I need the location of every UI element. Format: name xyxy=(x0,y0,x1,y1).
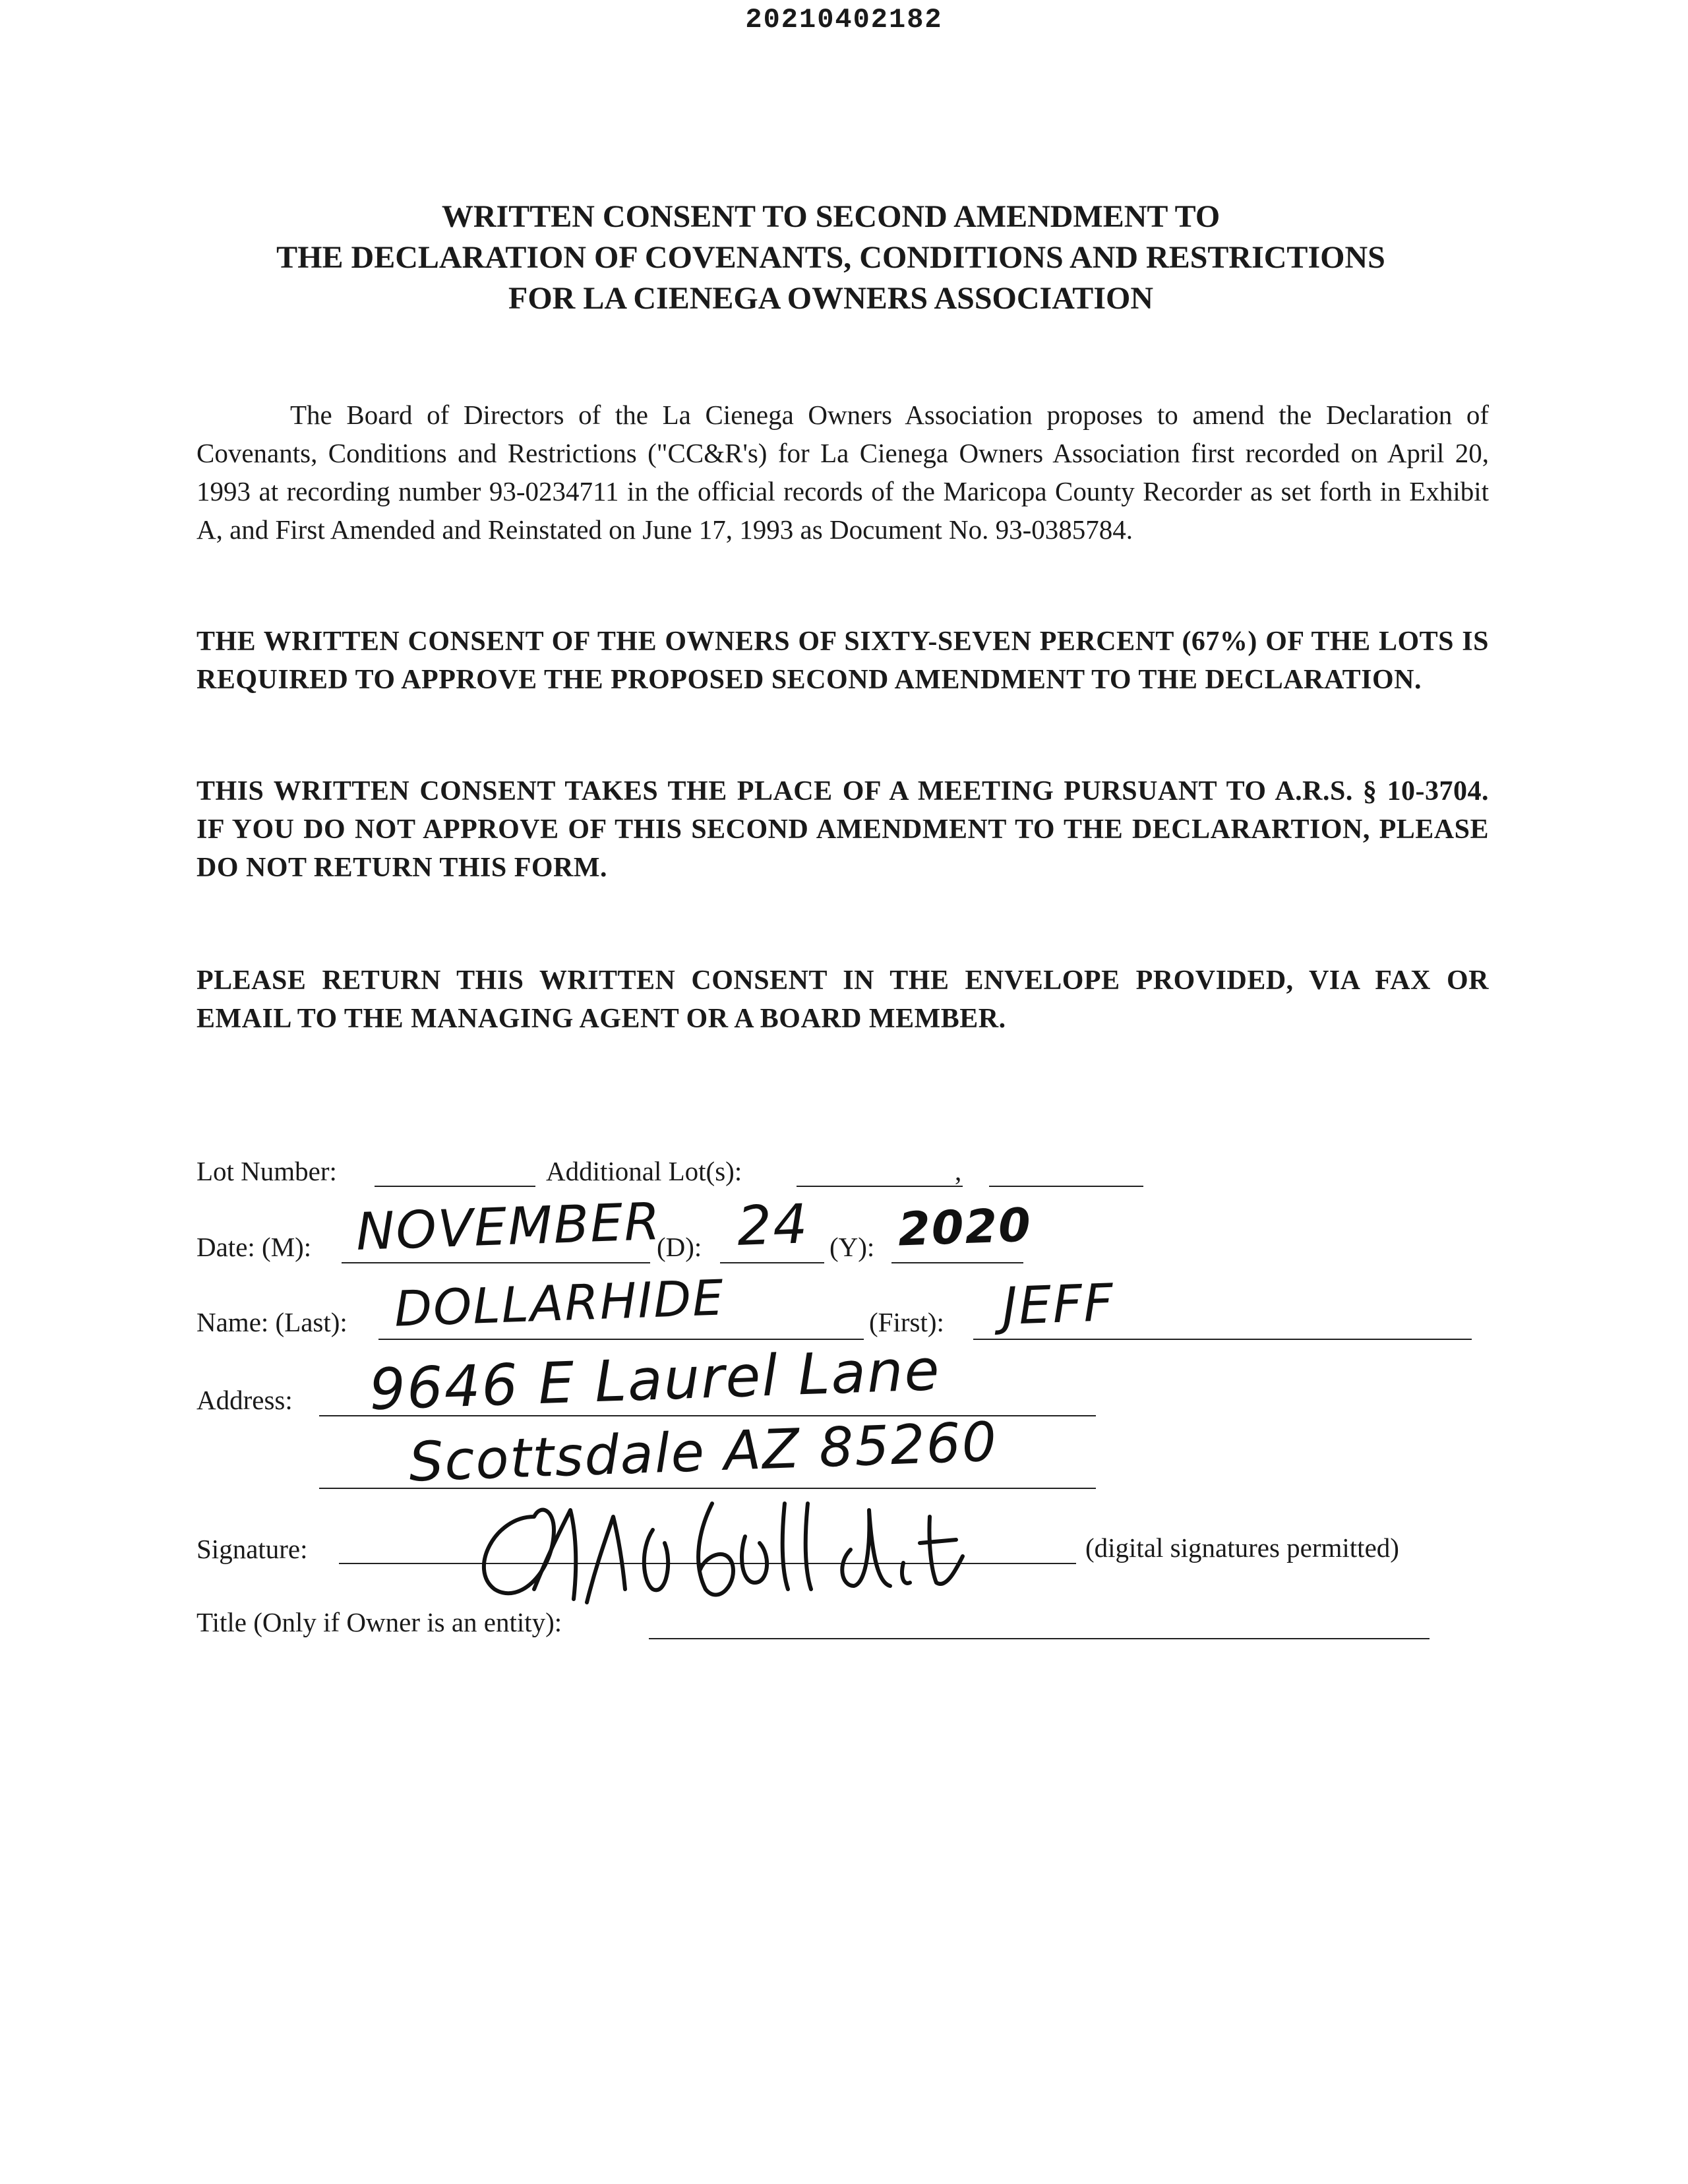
additional-lot-field-1[interactable] xyxy=(797,1186,963,1187)
date-year-handwritten: 2020 xyxy=(897,1198,1033,1257)
date-month-field[interactable] xyxy=(342,1262,650,1263)
name-first-field[interactable] xyxy=(973,1339,1472,1340)
address-label: Address: xyxy=(196,1385,293,1415)
address-line2-handwritten: Scottsdale AZ 85260 xyxy=(407,1410,999,1494)
name-first-label: (First): xyxy=(869,1307,944,1337)
lot-number-label: Lot Number: xyxy=(196,1156,337,1186)
signature-label: Signature: xyxy=(196,1534,308,1564)
date-day-field[interactable] xyxy=(720,1262,824,1263)
date-month-label: Date: (M): xyxy=(196,1232,312,1262)
name-first-handwritten: JEFF xyxy=(1001,1273,1116,1337)
date-day-handwritten: 24 xyxy=(736,1193,810,1258)
lot-number-field[interactable] xyxy=(375,1186,535,1187)
title-line-1: WRITTEN CONSENT TO SECOND AMENDMENT TO xyxy=(441,199,1221,234)
additional-lot-field-2[interactable] xyxy=(989,1186,1143,1187)
name-last-label: Name: (Last): xyxy=(196,1307,347,1337)
title-line-3: FOR LA CIENEGA OWNERS ASSOCIATION xyxy=(508,281,1153,316)
additional-lots-separator: , xyxy=(955,1156,962,1186)
address-line1-handwritten: 9646 E Laurel Lane xyxy=(368,1337,942,1424)
intro-paragraph-text: The Board of Directors of the La Cienega Owners Association proposes to amend the Declaration of Covenants, Conditions and Restrictions ("CC&R's) for La Cienega Owners Association first recorded on April 20, 1993 at recording number 93-0234711 in the official records of the Maricopa County Recorder as set forth in Exhibit A, and First Amended and Reinstated on June 17, 1993 as Document No. 93-0385784. xyxy=(196,400,1489,545)
title-line-2: THE DECLARATION OF COVENANTS, CONDITIONS AND RESTRICTIONS xyxy=(276,240,1385,275)
name-last-field[interactable] xyxy=(378,1339,864,1340)
date-year-label: (Y): xyxy=(829,1232,875,1262)
date-year-field[interactable] xyxy=(891,1262,1023,1263)
additional-lots-label: Additional Lot(s): xyxy=(546,1156,742,1186)
handwritten-signature xyxy=(455,1490,1048,1609)
title-field[interactable] xyxy=(649,1638,1430,1639)
intro-paragraph xyxy=(196,396,1489,549)
recording-number: 20210402182 xyxy=(745,4,943,36)
signature-note: (digital signatures permitted) xyxy=(1085,1532,1399,1563)
notice-return: PLEASE RETURN THIS WRITTEN CONSENT IN THE ENVELOPE PROVIDED, VIA FAX OR EMAIL TO THE MANAGING AGENT OR A BOARD MEMBER. xyxy=(196,965,1489,1034)
title-label: Title (Only if Owner is an entity): xyxy=(196,1607,562,1637)
date-month-handwritten: NOVEMBER xyxy=(355,1192,663,1263)
notice-meeting: THIS WRITTEN CONSENT TAKES THE PLACE OF A MEETING PURSUANT TO A.R.S. § 10-3704. IF YOU DO NOT APPROVE OF THIS SECOND AMENDMENT TO THE DECLARARTION, PLEASE DO NOT RETURN THIS FORM. xyxy=(196,776,1489,883)
name-last-handwritten: DOLLARHIDE xyxy=(393,1269,726,1338)
date-day-label: (D): xyxy=(657,1232,702,1262)
document-title xyxy=(185,197,1477,319)
notice-consent-required: THE WRITTEN CONSENT OF THE OWNERS OF SIXTY-SEVEN PERCENT (67%) OF THE LOTS IS REQUIRED TO APPROVE THE PROPOSED SECOND AMENDMENT TO THE DECLARATION. xyxy=(196,626,1489,695)
